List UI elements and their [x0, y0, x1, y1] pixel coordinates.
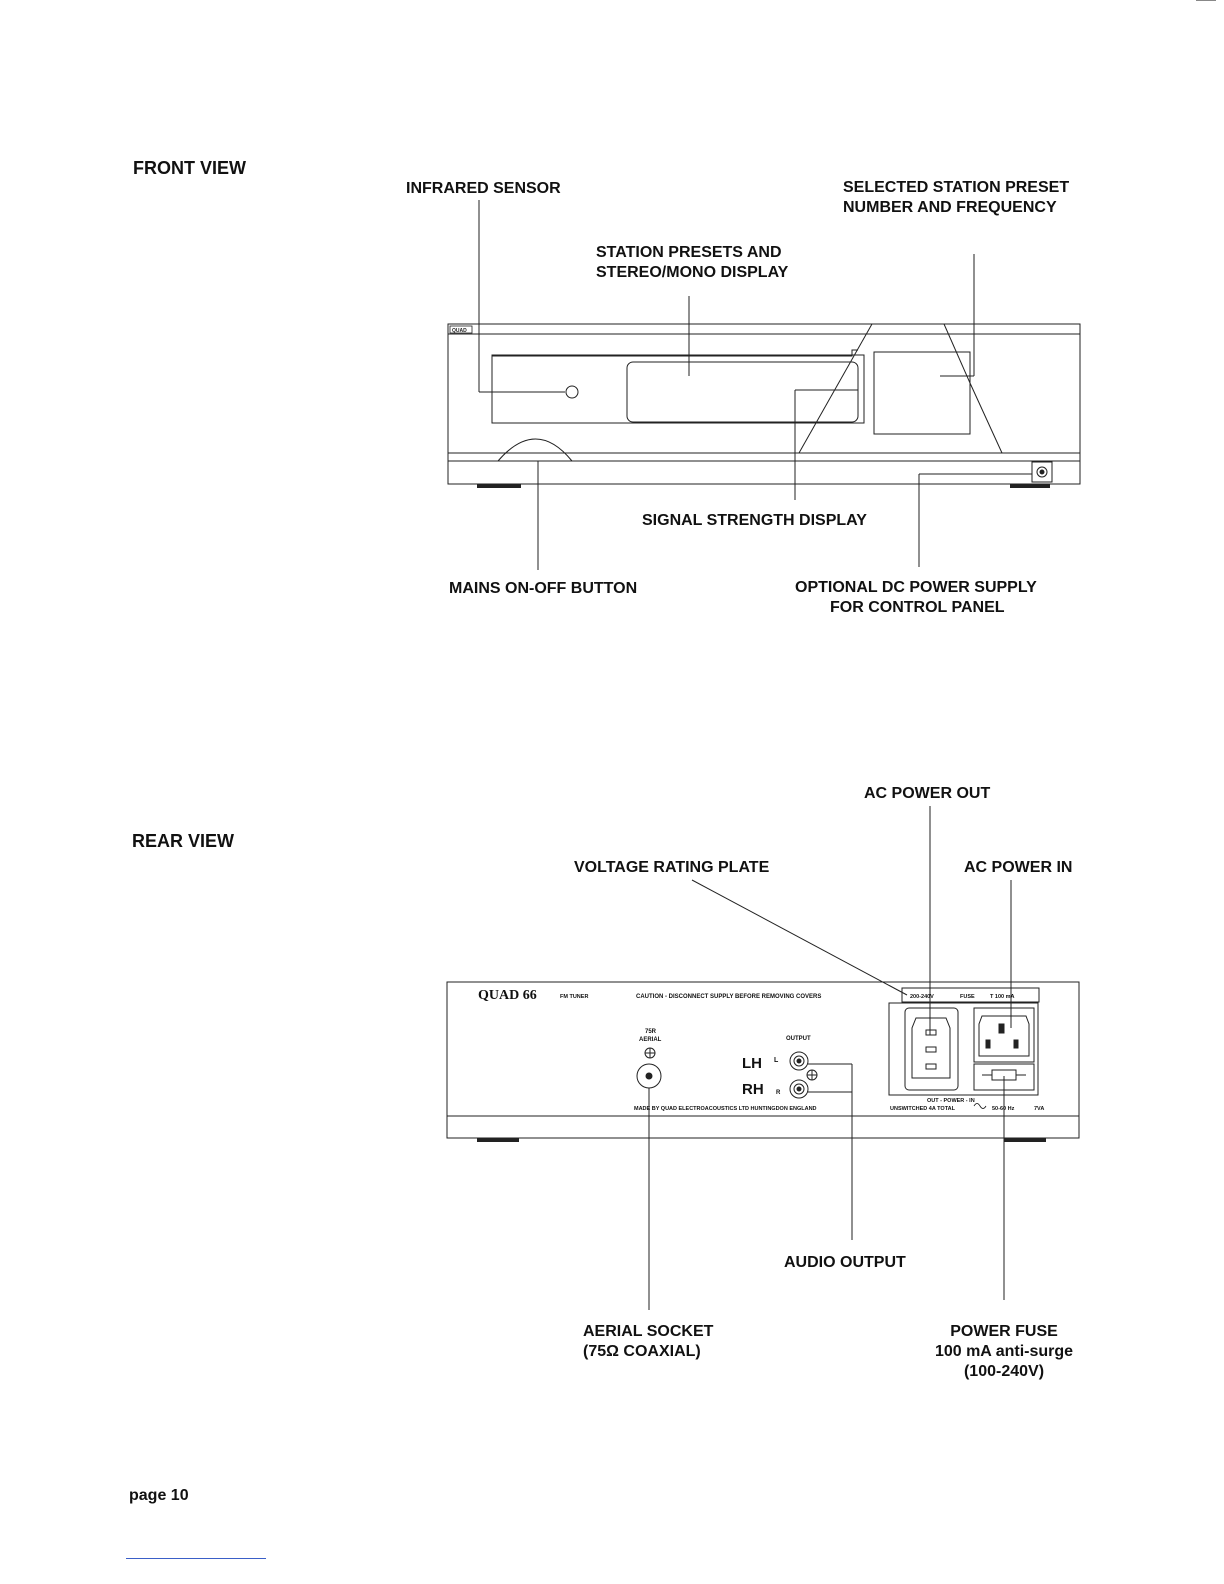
front-view-drawing	[52, 0, 1224, 700]
aerial-75r-text: 75R	[645, 1029, 657, 1035]
page-number: page 10	[129, 1487, 189, 1504]
rh-text: RH	[742, 1081, 764, 1098]
aerial-socket	[637, 1064, 661, 1088]
voltage-rating-plate-label: VOLTAGE RATING PLATE	[574, 859, 770, 876]
front-display-panel	[492, 355, 864, 423]
manual-page	[52, 0, 1224, 1584]
ac-power-out-socket	[905, 1008, 958, 1090]
lh-output-socket	[790, 1052, 808, 1070]
bottom-underline-mark	[126, 1558, 266, 1559]
audio-output-label: AUDIO OUTPUT	[784, 1254, 906, 1271]
rh-output-socket	[790, 1080, 808, 1098]
rear-view-heading: REAR VIEW	[132, 831, 235, 851]
rear-foot-right	[1004, 1138, 1046, 1142]
power-fuse-label-line3: (100-240V)	[963, 1363, 1045, 1380]
front-view-heading: FRONT VIEW	[133, 158, 246, 178]
dc-supply-label-line1: OPTIONAL DC POWER SUPPLY	[795, 579, 1037, 596]
va-text: 7VA	[1034, 1106, 1045, 1112]
out-power-in-text: OUT - POWER - IN	[927, 1098, 975, 1104]
rating-fuse-text: FUSE	[960, 994, 975, 1000]
ac-wave-icon	[974, 1104, 986, 1109]
l-small-text: L	[774, 1057, 779, 1064]
power-fuse-label-line1: POWER FUSE	[950, 1323, 1058, 1340]
rear-model-text: QUAD 66	[478, 988, 537, 1003]
signal-strength-label: SIGNAL STRENGTH DISPLAY	[642, 512, 867, 529]
power-fuse-label-line2: 100 mA anti-surge	[934, 1343, 1074, 1360]
ac-power-in-socket	[974, 1008, 1034, 1062]
caution-text: CAUTION - DISCONNECT SUPPLY BEFORE REMOVING COVERS	[636, 994, 822, 1000]
dc-supply-label-line2: FOR CONTROL PANEL	[830, 599, 1005, 616]
frequency-display-window	[874, 352, 970, 434]
output-word-text: OUTPUT	[786, 1036, 811, 1042]
mains-button-arc	[498, 439, 572, 461]
unswitched-text: UNSWITCHED 4A TOTAL	[890, 1106, 955, 1112]
selected-station-label-line1: SELECTED STATION PRESET	[843, 179, 1070, 196]
ac-power-out-label: AC POWER OUT	[864, 785, 991, 802]
rating-voltage-text: 200-240V	[910, 994, 934, 1000]
front-brand-text: QUAD	[452, 328, 467, 334]
ac-power-in-label: AC POWER IN	[964, 859, 1073, 876]
mains-button-label: MAINS ON-OFF BUTTON	[449, 580, 638, 597]
lh-text: LH	[742, 1055, 762, 1072]
station-presets-label-line2: STEREO/MONO DISPLAY	[596, 264, 789, 281]
selected-station-label-line2: NUMBER AND FREQUENCY	[843, 199, 1057, 216]
top-right-edge-mark	[1196, 0, 1216, 1]
voltage-rating-plate	[902, 988, 1039, 1002]
hz-text: 50-60 Hz	[992, 1106, 1015, 1112]
front-foot-right	[1010, 484, 1050, 488]
rear-foot-left	[477, 1138, 519, 1142]
aerial-word-text: AERIAL	[639, 1037, 662, 1043]
station-presets-label-line1: STATION PRESETS AND	[596, 244, 782, 261]
rating-fuse-value-text: T 100 mA	[990, 994, 1015, 1000]
infrared-sensor-lens	[566, 386, 578, 398]
aerial-socket-label-line1: AERIAL SOCKET	[583, 1323, 714, 1340]
presets-display-window	[627, 362, 858, 422]
made-by-text: MADE BY QUAD ELECTROACOUSTICS LTD HUNTINGDON ENGLAND	[634, 1106, 817, 1112]
front-chassis	[448, 324, 1080, 484]
front-foot-left	[477, 484, 521, 488]
rear-chassis	[447, 982, 1079, 1138]
aerial-socket-label-line2: (75Ω COAXIAL)	[583, 1343, 701, 1360]
power-panel	[889, 1003, 1038, 1095]
r-small-text: R	[776, 1090, 781, 1096]
rear-model-sub-text: FM TUNER	[560, 994, 589, 1000]
power-fuse-holder	[974, 1064, 1034, 1090]
infrared-sensor-label: INFRARED SENSOR	[406, 180, 561, 197]
